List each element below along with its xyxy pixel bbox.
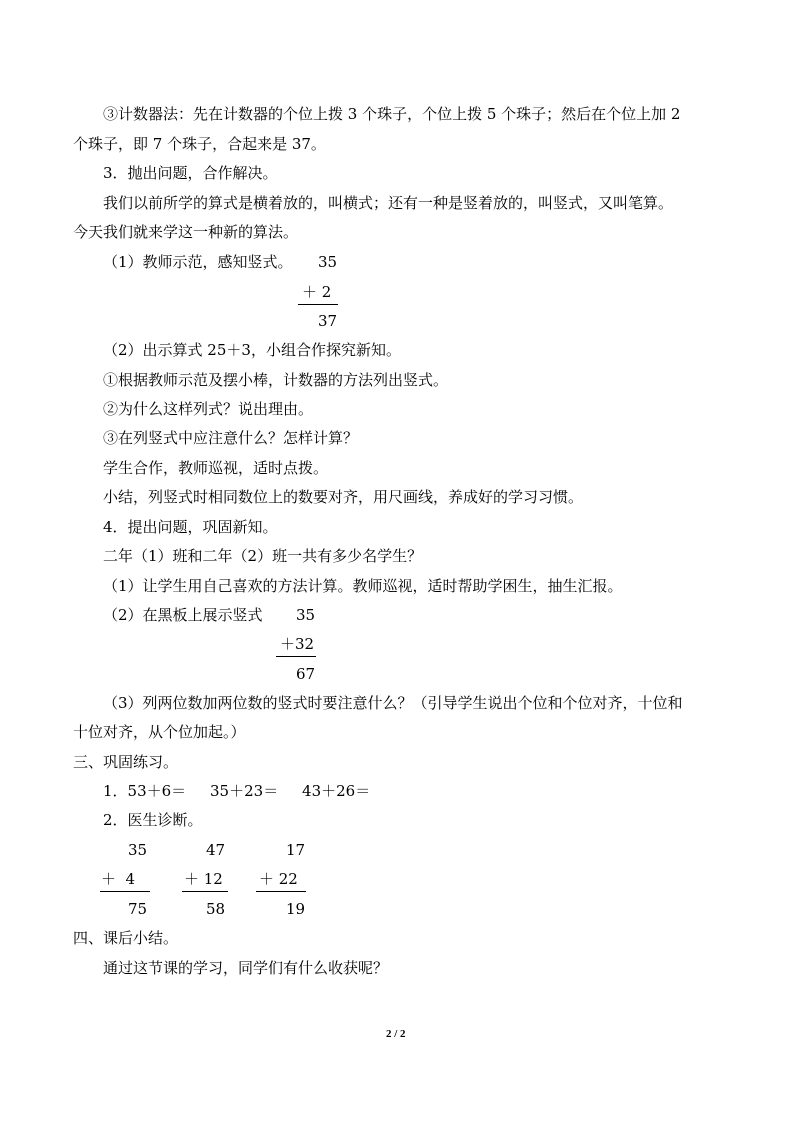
diag1-top: 35 [128, 841, 148, 859]
line-final-question: 通过这节课的学习，同学们有什么收获呢？ [103, 959, 389, 977]
line-show-25-3: （2）出示算式 25＋3，小组合作探究新知。 [103, 341, 401, 359]
page-number: 2 / 2 [386, 1028, 406, 1040]
line-attention-cont: 十位对齐，从个位加起。） [73, 723, 246, 741]
diag2-top: 47 [206, 841, 226, 859]
line-question: 二年（1）班和二年（2）班一共有多少名学生？ [103, 547, 423, 565]
demo-sum-line [298, 304, 338, 305]
line-intro-cont: 今天我们就来学这一种新的算法。 [73, 223, 299, 241]
line-attention: （3）列两位数加两位数的竖式时要注意什么？（引导学生说出个位和个位对齐，十位和 [103, 694, 683, 712]
diag3-addend: ＋ 22 [259, 870, 298, 888]
diag2-addend: ＋ 12 [184, 870, 223, 888]
heading-3: 3．抛出问题，合作解决。 [103, 164, 278, 182]
diag1-addend: ＋ 4 [101, 870, 136, 888]
demo-addend: ＋ 2 [302, 283, 332, 301]
line-step-3: ③在列竖式中应注意什么？怎样计算？ [103, 429, 359, 447]
board-sum-line [276, 656, 316, 657]
line-exercise-1: 1．53＋6＝ 35＋23＝ 43＋26＝ [103, 782, 371, 800]
line-counter-method-cont: 个珠子，即 7 个珠子，合起来是 37。 [73, 135, 326, 153]
board-result: 67 [296, 665, 316, 683]
diag2-result: 58 [206, 900, 226, 918]
line-board: （2）在黑板上展示竖式 [103, 606, 263, 624]
heading-4: 4．提出问题，巩固新知。 [103, 518, 278, 536]
diag3-top: 17 [286, 841, 306, 859]
line-calc: （1）让学生用自己喜欢的方法计算。教师巡视，适时帮助学困生，抽生汇报。 [103, 577, 623, 595]
line-counter-method: ③计数器法：先在计数器的个位上拨 3 个珠子，个位上拨 5 个珠子；然后在个位上加 2 [103, 105, 681, 123]
demo-top-number: 35 [318, 253, 338, 271]
diag3-sum-line [256, 891, 306, 892]
section-practice: 三、巩固练习。 [73, 753, 179, 771]
line-exercise-2: 2．医生诊断。 [103, 811, 203, 829]
demo-result: 37 [318, 312, 338, 330]
board-addend: ＋32 [280, 635, 315, 653]
diag1-result: 75 [128, 900, 148, 918]
line-demo: （1）教师示范，感知竖式。 [103, 253, 293, 271]
diag3-result: 19 [286, 900, 306, 918]
line-cooperate: 学生合作，教师巡视，适时点拨。 [103, 459, 329, 477]
line-intro: 我们以前所学的算式是横着放的，叫横式；还有一种是竖着放的，叫竖式，又叫笔算。 [103, 194, 674, 212]
diag2-sum-line [182, 891, 228, 892]
diag1-sum-line [100, 891, 150, 892]
section-summary: 四、课后小结。 [73, 929, 179, 947]
line-summary: 小结，列竖式时相同数位上的数要对齐，用尺画线，养成好的学习习惯。 [103, 488, 584, 506]
line-step-2: ②为什么这样列式？说出理由。 [103, 400, 314, 418]
line-step-1: ①根据教师示范及摆小棒，计数器的方法列出竖式。 [103, 371, 449, 389]
board-top-number: 35 [296, 606, 316, 624]
